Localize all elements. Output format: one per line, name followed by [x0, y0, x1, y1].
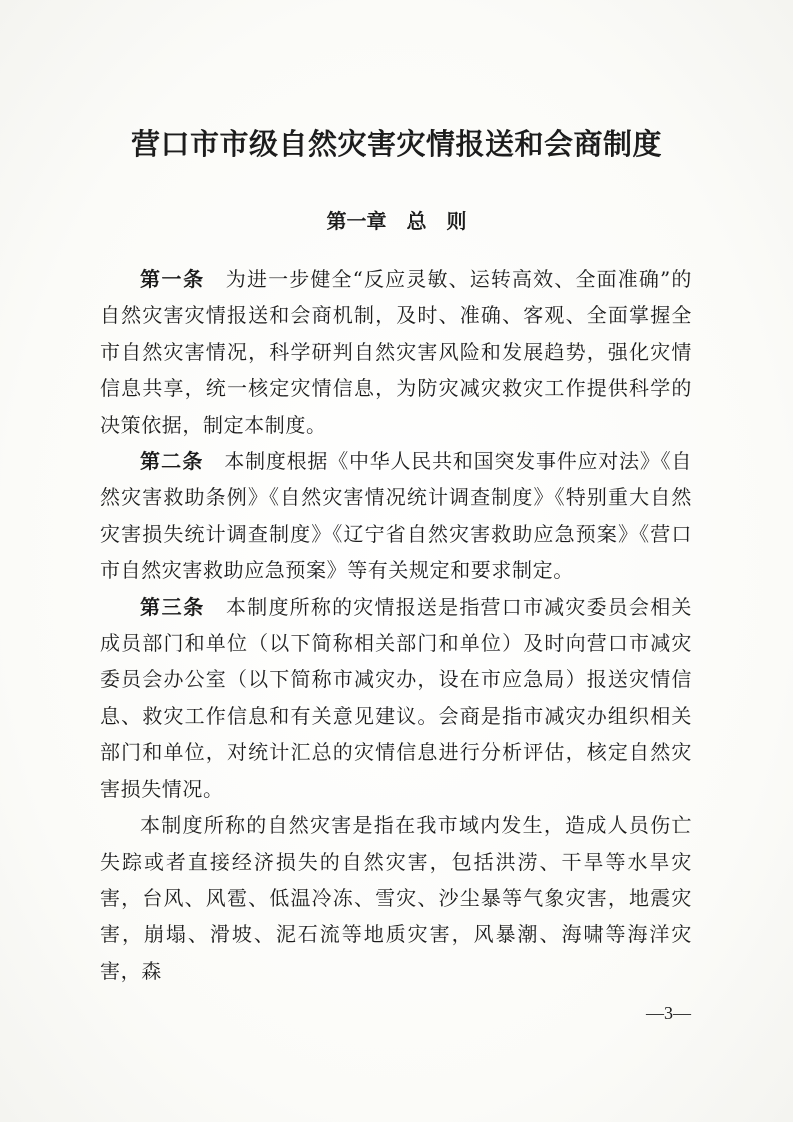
- chapter-heading: 第一章 总 则: [326, 209, 467, 233]
- article-3-heading: 第三条: [140, 594, 205, 619]
- article-2-text: 本制度根据《中华人民共和国突发事件应对法》《自然灾害救助条例》《自然灾害情况统计调查制度》《特别重大自然灾害损失统计调查制度》《辽宁省自然灾害救助应急预案》《营口市自然灾害救助应急预案》等有关规定和要求制定。: [100, 449, 692, 583]
- article-3: [100, 589, 692, 807]
- article-2: [100, 443, 692, 589]
- article-2-heading: 第二条: [140, 449, 204, 474]
- document-body: [100, 261, 692, 989]
- article-1-text: 为进一步健全“反应灵敏、运转高效、全面准确”的自然灾害灾情报送和会商机制，及时、准确、客观、全面掌握全市自然灾害情况，科学研判自然灾害风险和发展趋势，强化灾情信息共享，统一核定灾情信息，为防灾减灾救灾工作提供科学的决策依据，制定本制度。: [100, 267, 693, 437]
- article-3-continuation-text: 本制度所称的自然灾害是指在我市域内发生，造成人员伤亡失踪或者直接经济损失的自然灾害，包括洪涝、干旱等水旱灾害，台风、风雹、低温冷冻、雪灾、沙尘暴等气象灾害，地震灾害，崩塌、滑坡、泥石流等地质灾害，风暴潮、海啸等海洋灾害，森: [100, 813, 692, 983]
- article-1: [100, 261, 692, 443]
- article-1-heading: 第一条: [140, 267, 205, 291]
- article-3-continuation: [100, 807, 692, 989]
- page-number: —3—: [646, 1003, 691, 1023]
- article-3-text: 本制度所称的灾情报送是指营口市减灾委员会相关成员部门和单位（以下简称相关部门和单位）及时向营口市减灾委员会办公室（以下简称市减灾办，设在市应急局）报送灾情信息、救灾工作信息和有关意见建议。会商是指市减灾办组织相关部门和单位，对统计汇总的灾情信息进行分析评估，核定自然灾害损失情况。: [100, 594, 693, 801]
- document-title: 营口市市级自然灾害灾情报送和会商制度: [130, 127, 662, 161]
